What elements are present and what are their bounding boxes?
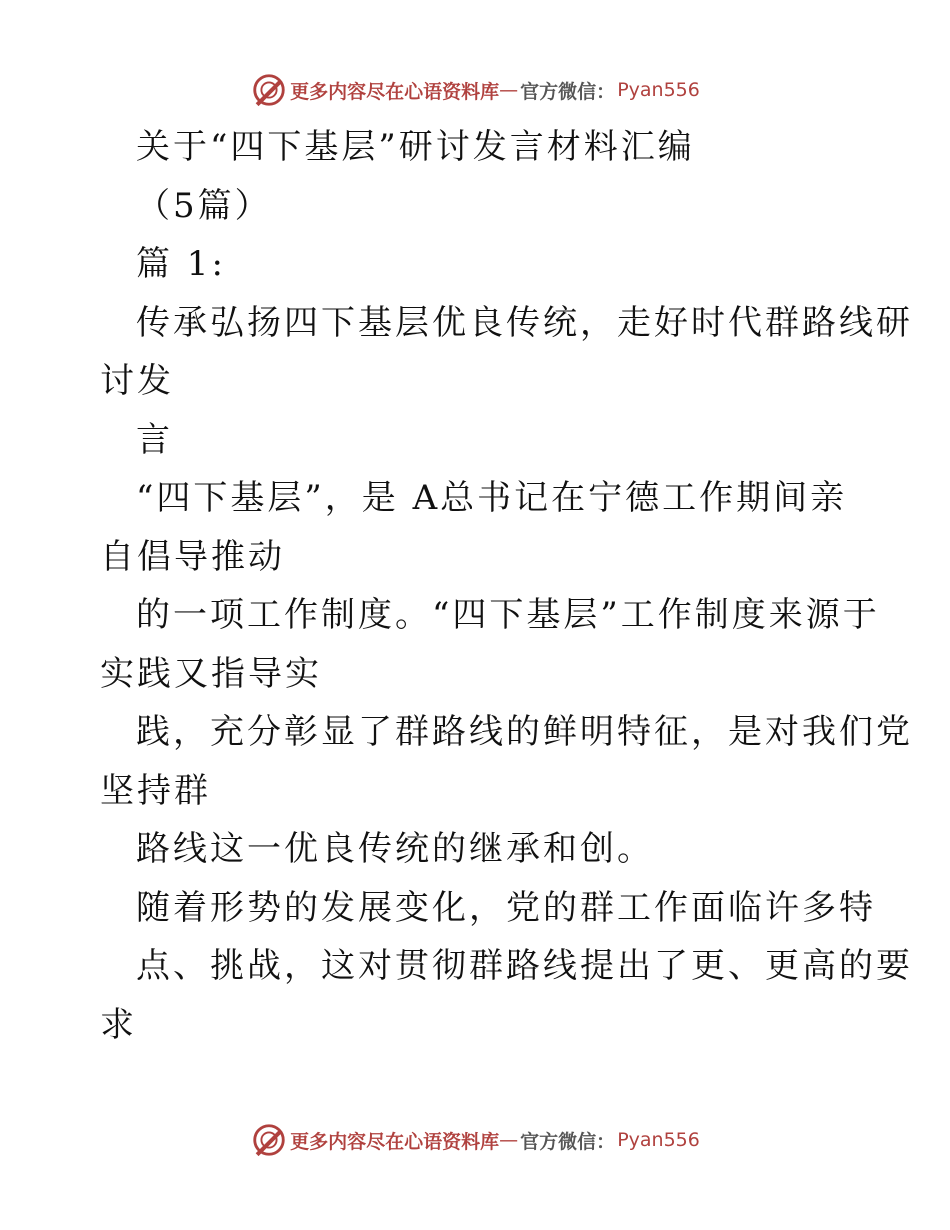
banner-wechat-id: Pyan556 xyxy=(617,79,700,101)
header-banner xyxy=(0,70,950,110)
banner-text: 更多内容尽在心语资料库 xyxy=(290,80,500,103)
footer-banner xyxy=(0,1120,950,1160)
text-line: 关于“四下基层”研讨发言材料汇编 xyxy=(136,127,695,167)
text-line: 坚持群 xyxy=(100,770,211,811)
text-line: 篇 1: xyxy=(136,244,226,284)
document-body xyxy=(100,118,913,1054)
pen-logo-icon xyxy=(250,1121,288,1159)
pen-logo-icon xyxy=(250,71,288,109)
text-line: 践，充分彰显了群路线的鲜明特征，是对我们党 xyxy=(136,712,913,752)
text-line: 路线这一优良传统的继承和创。 xyxy=(136,829,654,869)
text-line: 言 xyxy=(136,419,173,460)
banner-dash: — xyxy=(499,79,519,101)
banner-official-label: 官方微信： xyxy=(520,1130,616,1153)
banner-wechat-id: Pyan556 xyxy=(617,1129,700,1151)
text-line: 实践又指导实 xyxy=(100,653,322,694)
banner-official-label: 官方微信： xyxy=(520,80,616,103)
text-line: 自倡导推动 xyxy=(100,536,285,577)
text-line: 求 xyxy=(100,1004,137,1045)
banner-dash: — xyxy=(499,1129,519,1151)
text-line: 点、挑战，这对贯彻群路线提出了更、更高的要 xyxy=(136,946,913,986)
text-line: 的一项工作制度。“四下基层”工作制度来源于 xyxy=(136,595,880,635)
text-line: “四下基层”，是 A总书记在宁德工作期间亲 xyxy=(136,478,848,518)
text-line: 讨发 xyxy=(100,361,174,401)
text-line: 随着形势的发展变化，党的群工作面临许多特 xyxy=(136,887,876,928)
text-line: （5篇） xyxy=(136,185,272,226)
text-line: 传承弘扬四下基层优良传统，走好时代群路线研 xyxy=(136,302,913,343)
banner-text: 更多内容尽在心语资料库 xyxy=(290,1130,500,1153)
